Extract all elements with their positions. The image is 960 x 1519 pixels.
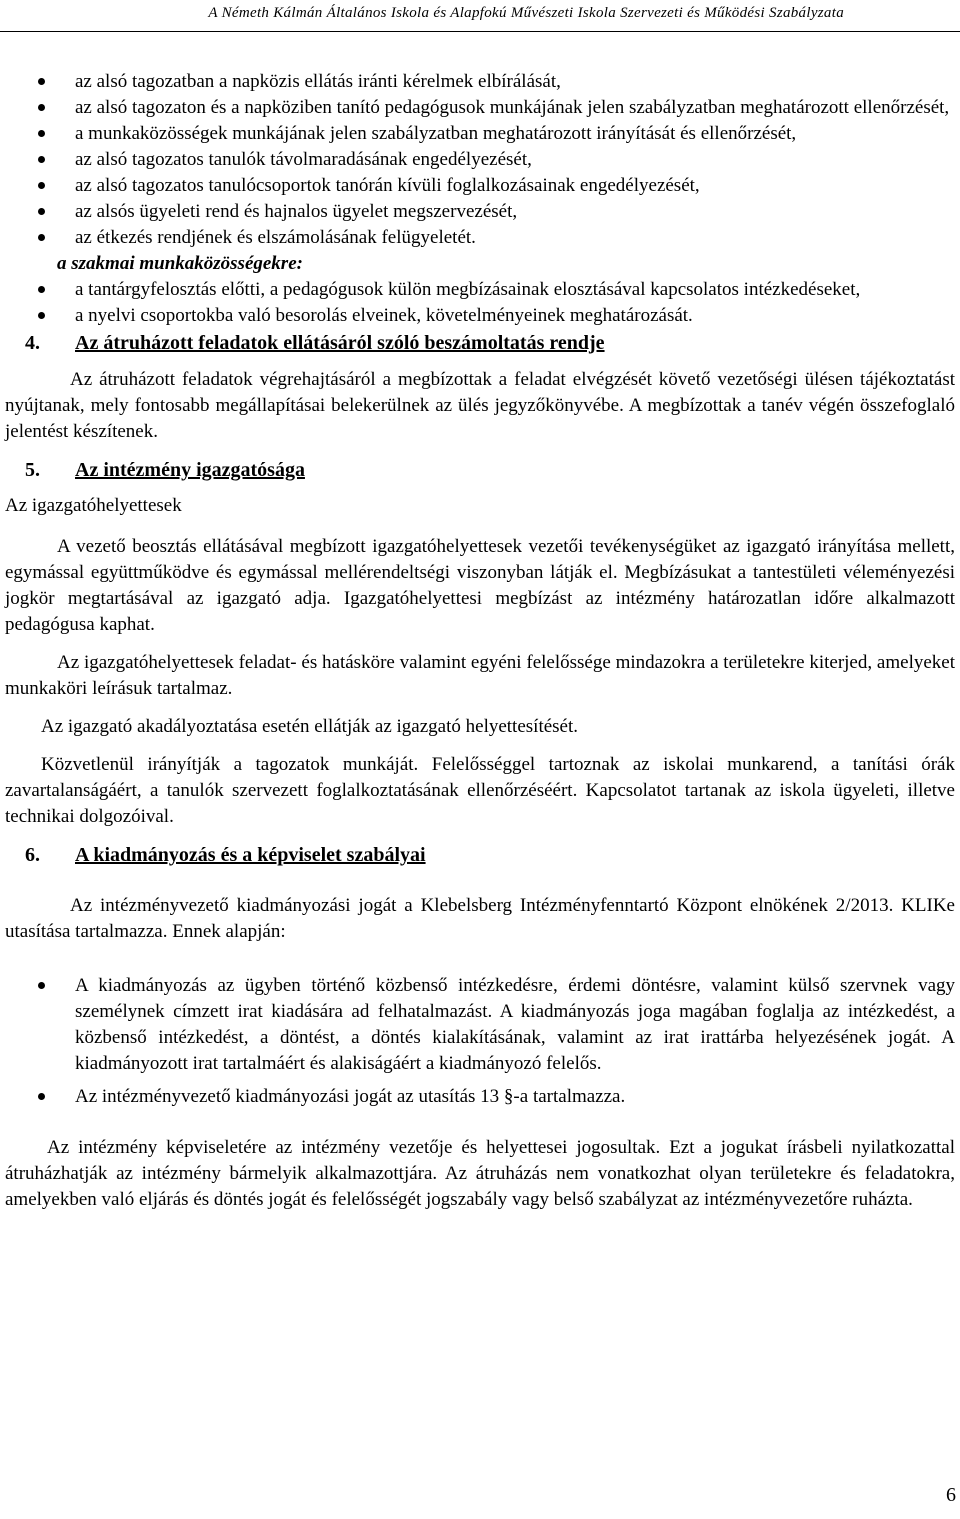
list-item: a nyelvi csoportokba való besorolás elveinek, követelményeinek meghatározását. — [5, 303, 955, 329]
section-number: 6. — [25, 844, 40, 866]
paragraph: Az igazgató akadályoztatása esetén ellátják az igazgató helyettesítését. — [41, 716, 579, 737]
list-item: az alsós ügyeleti rend és hajnalos ügyelet megszervezését, — [5, 199, 955, 225]
list-item: az alsó tagozatban a napközis ellátás iránti kérelmek elbírálását, — [5, 69, 955, 95]
workgroup-list — [5, 277, 955, 329]
section-4-heading — [5, 330, 955, 356]
page-header — [0, 0, 960, 32]
list-item: A kiadmányozás az ügyben történő közbenső intézkedésre, érdemi döntésre, valamint külső szervnek vagy személynek címzett irat kiadására ad felhatalmazást. A kiadmányozás joga magában foglalja az intézkedést, a közbenső intézkedést, a döntést, a döntés kialakításának, valamint az irat irattárba helyezésének jogát. A kiadmányozott irat tartalmáért és alakiságáért a kiadmányozó felelős. — [5, 973, 955, 1077]
section-title: Az intézmény igazgatósága — [75, 459, 305, 481]
list-item: az étkezés rendjének és elszámolásának felügyeletét. — [5, 225, 955, 251]
page-content — [5, 69, 955, 1213]
page-number: 6 — [946, 1484, 956, 1506]
paragraph: Az intézményvezető kiadmányozási jogát a Klebelsberg Intézményfenntartó Központ elnökének 2/2013. KLIKe utasítása tartalmazza. Ennek alapján: — [5, 895, 955, 942]
list-item: az alsó tagozatos tanulócsoportok tanórán kívüli foglalkozásainak engedélyezését, — [5, 173, 955, 199]
signing-list — [5, 973, 955, 1110]
paragraph: Az intézmény képviseletére az intézmény vezetője és helyettesei jogosultak. Ezt a jogukat írásbeli nyilatkozattal átruházhatják az intézmény bármelyik alkalmazottjára. Az átruházás nem vonatkozhat olyan területekre és feladatokra, amelyekben való eljárás és döntés jogát és felelősségét jogszabály vagy belső szabályzat az intézményvezetőre ruházta. — [5, 1137, 955, 1210]
paragraph: A vezető beosztás ellátásával megbízott igazgatóhelyettesek vezetői tevékenységüket az igazgató irányítása mellett, egymással együttműködve és egymással mellérendeltségi viszonyban látják el. Megbízásukat a tantestületi véleményezési jogkör megtartásával az igazgató adja. Igazgatóhelyettesi megbízást az intézmény határozatlan időre alkalmazott pedagógusa kaphat. — [5, 536, 955, 635]
section-number: 5. — [25, 459, 40, 481]
list-item: a munkaközösségek munkájának jelen szabályzatban meghatározott irányítását és ellenőrzését, — [5, 121, 955, 147]
section-title: A kiadmányozás és a képviselet szabályai — [75, 844, 426, 866]
paragraph: Az igazgatóhelyettesek feladat- és hatásköre valamint egyéni felelőssége mindazokra a területekre kiterjed, amelyeket munkaköri leírásuk tartalmaz. — [5, 652, 955, 699]
duties-list — [5, 69, 955, 251]
section-number: 4. — [25, 332, 40, 354]
section-4-paragraph: Az átruházott feladatok végrehajtásáról a megbízottak a feladat elvégzését követő vezetőségi ülésen tájékoztatást nyújtanak, mely fontosabb megállapításai belekerülnek az ülés jegyzőkönyvébe. A megbízottak a tanév végén összefoglaló jelentést készítenek. — [5, 369, 955, 442]
list-item: az alsó tagozatos tanulók távolmaradásának engedélyezését, — [5, 147, 955, 173]
section-title: Az átruházott feladatok ellátásáról szóló beszámoltatás rendje — [75, 332, 605, 354]
section-6-heading — [5, 842, 955, 868]
list-item: az alsó tagozaton és a napköziben tanító pedagógusok munkájának jelen szabályzatban meghatározott ellenőrzését, — [5, 95, 955, 121]
section-5-heading — [5, 457, 955, 483]
list-item: Az intézményvezető kiadmányozási jogát az utasítás 13 §-a tartalmazza. — [5, 1084, 955, 1110]
sub-heading: a szakmai munkaközösségekre: — [57, 253, 303, 274]
list-item: a tantárgyfelosztás előtti, a pedagógusok külön megbízásainak elosztásával kapcsolatos intézkedéseket, — [5, 277, 955, 303]
paragraph: Közvetlenül irányítják a tagozatok munkáját. Felelősséggel tartoznak az iskolai munkarend, a tanítási órák zavartalanságáért, a tanulók szervezett foglalkoztatásának ellenőrzéséért. Kapcsolatot tartanak az iskola ügyeleti, illetve technikai dolgozóival. — [5, 754, 955, 827]
header-title: A Németh Kálmán Általános Iskola és Alapfokú Művészeti Iskola Szervezeti és Működési Szabályzata — [208, 5, 844, 21]
subtitle: Az igazgatóhelyettesek — [5, 495, 182, 516]
